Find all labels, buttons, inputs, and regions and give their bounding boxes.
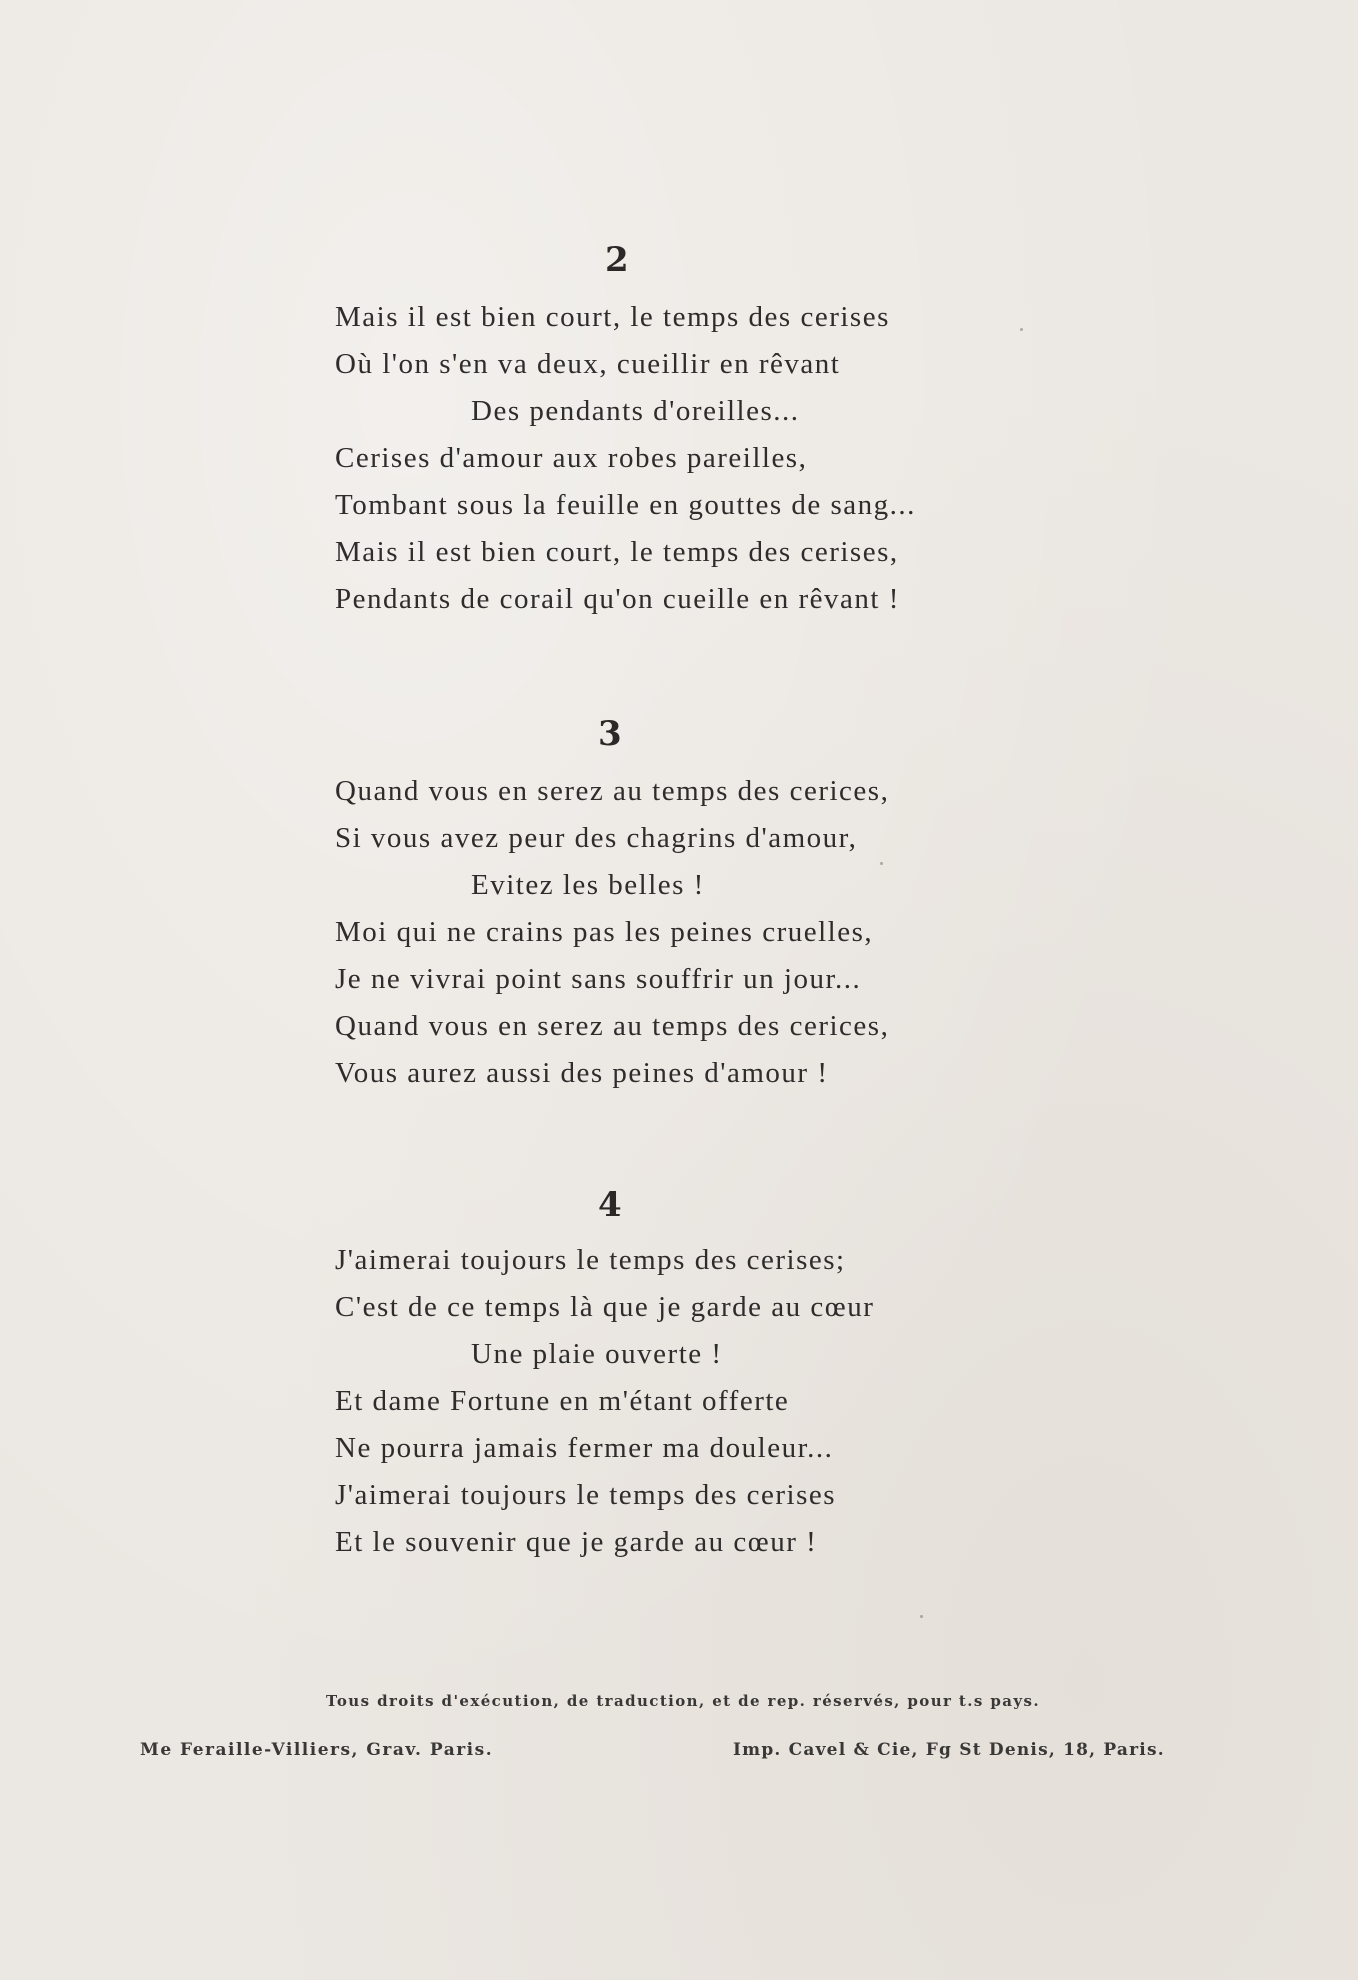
stanza-line: Où l'on s'en va deux, cueillir en rêvant — [335, 348, 841, 380]
stanza-4 — [335, 1237, 1095, 1566]
stanza-line: Et dame Fortune en m'étant offerte — [335, 1385, 790, 1417]
stanza-number-4: 4 — [598, 1185, 622, 1225]
stanza-line: Quand vous en serez au temps des cerices, — [335, 1010, 890, 1042]
stanza-line: Une plaie ouverte ! — [471, 1338, 723, 1370]
stanza-line: Tombant sous la feuille en gouttes de sang... — [335, 489, 916, 521]
stanza-line: J'aimerai toujours le temps des cerises — [335, 1479, 837, 1511]
paper-speck — [880, 862, 883, 865]
stanza-line: Pendants de corail qu'on cueille en rêvant ! — [335, 583, 900, 615]
stanza-line: Je ne vivrai point sans souffrir un jour... — [335, 963, 862, 995]
printer-credit: Imp. Cavel & Cie, Fg St Denis, 18, Paris. — [733, 1740, 1165, 1760]
stanza-line: Ne pourra jamais fermer ma douleur... — [335, 1432, 834, 1464]
engraver-credit: Me Feraille-Villiers, Grav. Paris. — [140, 1740, 494, 1760]
stanza-line: J'aimerai toujours le temps des cerises; — [335, 1244, 846, 1276]
paper-speck — [1020, 328, 1023, 331]
stanza-line: Evitez les belles ! — [471, 869, 705, 901]
rights-notice: Tous droits d'exécution, de traduction, et de rep. réservés, pour t.s pays. — [326, 1692, 1040, 1710]
stanza-3 — [335, 768, 1095, 1097]
stanza-line: Moi qui ne crains pas les peines cruelles, — [335, 916, 874, 948]
stanza-line: Quand vous en serez au temps des cerices, — [335, 775, 890, 807]
stanza-line: Mais il est bien court, le temps des cerises, — [335, 536, 899, 568]
stanza-line: Et le souvenir que je garde au cœur ! — [335, 1526, 818, 1558]
stanza-line: Cerises d'amour aux robes pareilles, — [335, 442, 808, 474]
paper-speck — [920, 1615, 923, 1618]
stanza-line: Des pendants d'oreilles... — [471, 395, 800, 427]
stanza-line: Vous aurez aussi des peines d'amour ! — [335, 1057, 829, 1089]
stanza-line: C'est de ce temps là que je garde au cœur — [335, 1291, 875, 1323]
stanza-2 — [335, 294, 1095, 623]
stanza-line: Si vous avez peur des chagrins d'amour, — [335, 822, 858, 854]
stanza-number-3: 3 — [598, 714, 622, 754]
stanza-number-2: 2 — [605, 240, 629, 280]
stanza-line: Mais il est bien court, le temps des cerises — [335, 301, 890, 333]
